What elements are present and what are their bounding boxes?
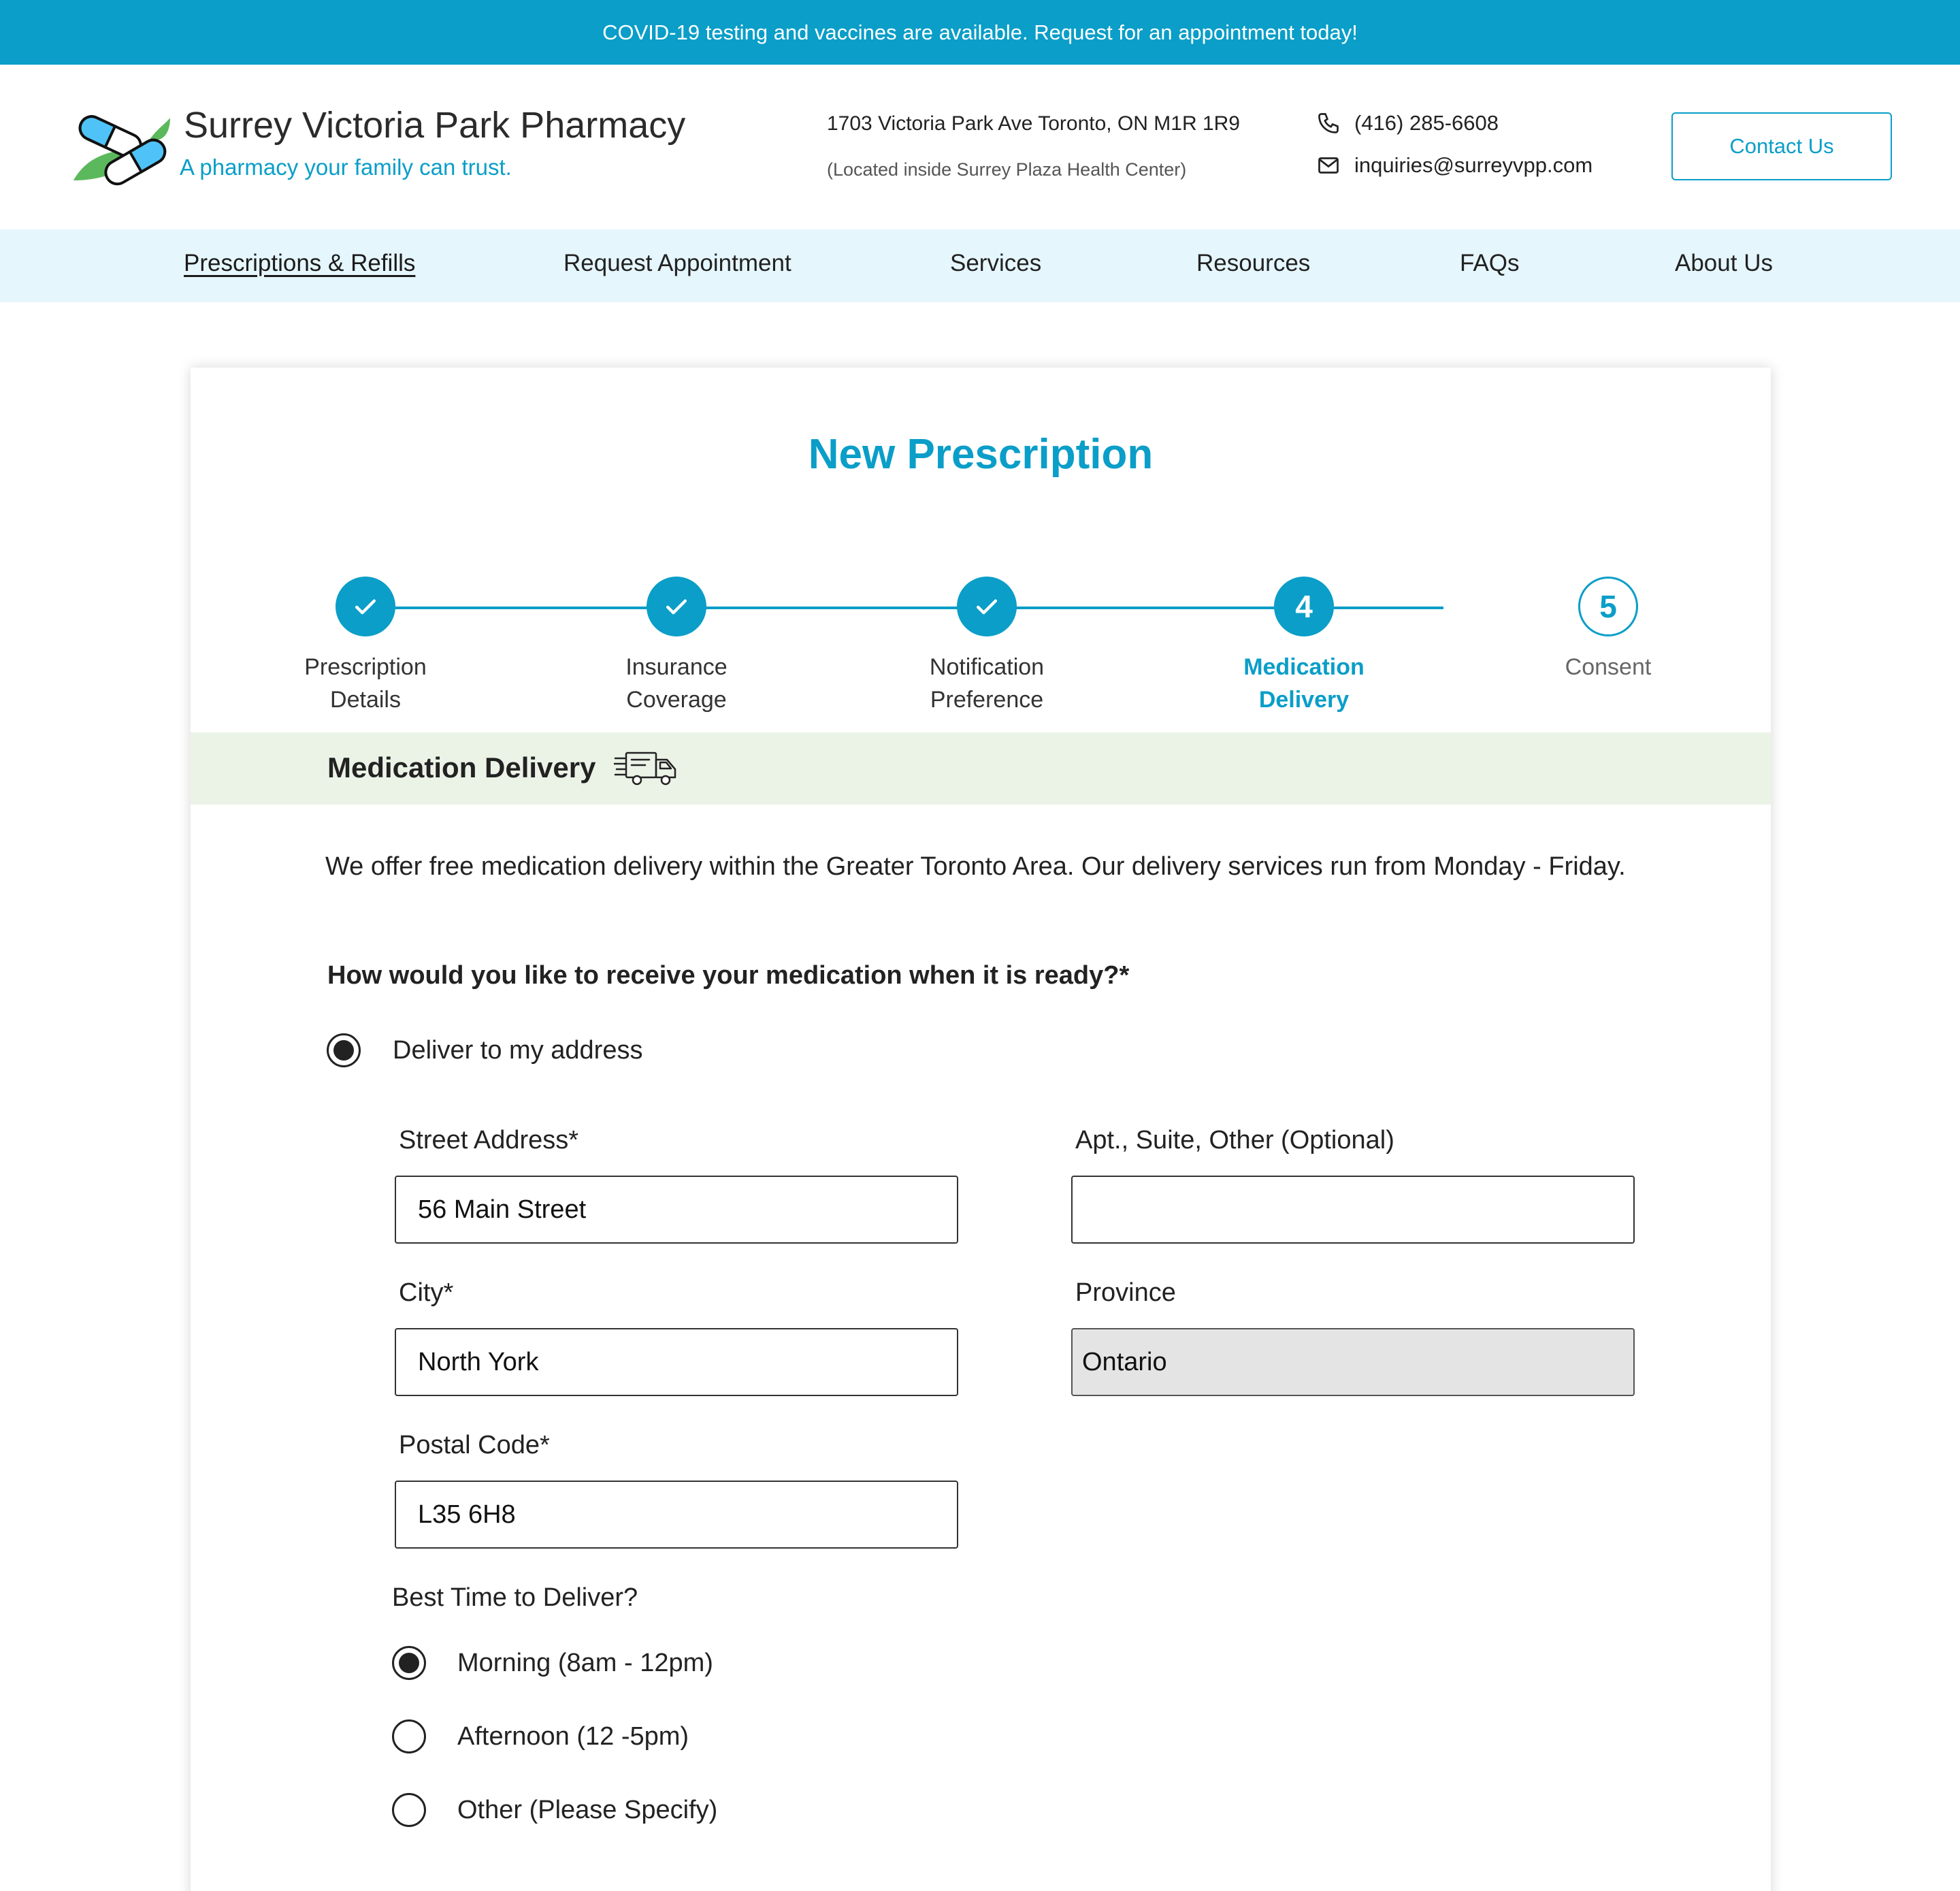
section-title: Medication Delivery	[327, 751, 596, 783]
step-5-number[interactable]: 5	[1578, 577, 1638, 636]
nav-faqs[interactable]: FAQs	[1460, 250, 1520, 276]
apt-suite-label: Apt., Suite, Other (Optional)	[1075, 1126, 1394, 1154]
city-label: City*	[399, 1278, 454, 1307]
delivery-question: How would you like to receive your medication when it is ready?*	[327, 961, 1130, 990]
brand-name[interactable]: Surrey Victoria Park Pharmacy	[184, 105, 686, 146]
postal-code-input[interactable]	[395, 1481, 958, 1549]
covid-banner[interactable]	[0, 0, 1960, 65]
province-label: Province	[1075, 1278, 1176, 1307]
brand-tagline: A pharmacy your family can trust.	[180, 155, 512, 180]
step-5-label: Consent	[1565, 654, 1652, 680]
deliver-to-address-label[interactable]: Deliver to my address	[393, 1036, 643, 1065]
step-4-number[interactable]: 4	[1274, 577, 1334, 636]
phone-link[interactable]	[1316, 111, 1499, 135]
time-afternoon-radio[interactable]	[392, 1719, 426, 1753]
phone-icon	[1316, 111, 1341, 135]
email-link[interactable]	[1316, 153, 1592, 178]
step-4-label: Medication Delivery	[1243, 654, 1365, 713]
time-other-label[interactable]: Other (Please Specify)	[457, 1796, 718, 1824]
delivery-intro-text: We offer free medication delivery within the Greater Toronto Area. Our delivery services run from Monday - Friday.	[325, 852, 1626, 881]
best-time-label: Best Time to Deliver?	[392, 1583, 638, 1612]
phone-number: (416) 285-6608	[1354, 111, 1499, 135]
nav-services[interactable]: Services	[950, 250, 1042, 276]
nav-request-appointment[interactable]: Request Appointment	[564, 250, 791, 276]
time-afternoon-label[interactable]: Afternoon (12 -5pm)	[457, 1722, 689, 1751]
step-3-label: Notification Preference	[929, 654, 1045, 713]
step-2-check-icon[interactable]	[647, 577, 706, 636]
contact-us-button[interactable]: Contact Us	[1671, 112, 1892, 180]
address-note: (Located inside Surrey Plaza Health Center)	[827, 159, 1187, 180]
step-2-label: Insurance Coverage	[625, 654, 728, 713]
apt-suite-input[interactable]	[1071, 1176, 1635, 1244]
time-other-radio[interactable]	[392, 1793, 426, 1827]
pill-logo-icon[interactable]	[68, 112, 177, 187]
prescription-form-card	[191, 368, 1771, 1891]
time-morning-radio[interactable]	[392, 1646, 426, 1680]
site-header	[0, 65, 1960, 229]
main-nav	[0, 229, 1960, 302]
step-1-label: Prescription Details	[304, 654, 427, 713]
nav-resources[interactable]: Resources	[1196, 250, 1311, 276]
section-header	[191, 732, 1771, 805]
nav-prescriptions-refills[interactable]: Prescriptions & Refills	[184, 250, 416, 276]
step-1-check-icon[interactable]	[336, 577, 395, 636]
nav-about-us[interactable]: About Us	[1675, 250, 1773, 276]
mail-icon	[1316, 153, 1341, 178]
progress-stepper	[191, 549, 1771, 726]
form-title: New Prescription	[808, 431, 1154, 478]
step-3-check-icon[interactable]	[957, 577, 1017, 636]
address-line: 1703 Victoria Park Ave Toronto, ON M1R 1R9	[827, 112, 1240, 135]
street-address-label: Street Address*	[399, 1126, 579, 1154]
province-input	[1071, 1328, 1635, 1396]
delivery-truck-icon	[614, 749, 679, 787]
banner-text: COVID-19 testing and vaccines are available. Request for an appointment today!	[602, 20, 1358, 44]
deliver-to-address-radio[interactable]	[327, 1033, 361, 1067]
time-morning-label[interactable]: Morning (8am - 12pm)	[457, 1649, 713, 1677]
city-input[interactable]	[395, 1328, 958, 1396]
email-address: inquiries@surreyvpp.com	[1354, 153, 1593, 177]
street-address-input[interactable]	[395, 1176, 958, 1244]
postal-code-label: Postal Code*	[399, 1431, 550, 1459]
